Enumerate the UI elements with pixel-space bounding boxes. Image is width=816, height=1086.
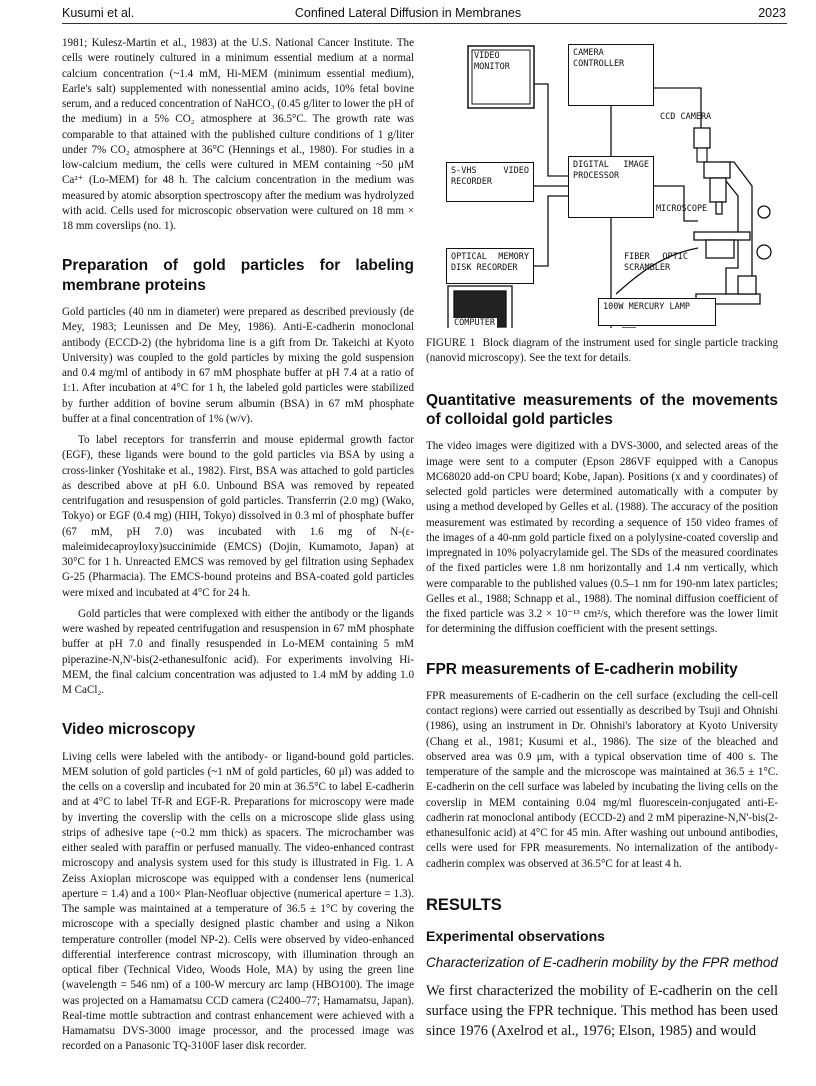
svhs-recorder-box bbox=[446, 162, 534, 202]
gold-paragraph-3: Gold particles that were complexed with either the antibody or the ligands were washed by repeated centrifugation and resuspension in 67 mM phosphate buffer at pH 7.0 and finally resuspended in Lo-MEM containing 5 mM piperazine-N,N'-bis(2-ethanesulfonic acid). For experiments involving Hi-MEM, the final calcium concentration was adjusted to 1.4 mM by adding 1.0 M CaCl₂. bbox=[62, 607, 414, 696]
page-number: 2023 bbox=[758, 6, 786, 20]
methods-intro-paragraph: 1981; Kulesz-Martin et al., 1983) at the U.S. National Cancer Institute. The cells were routinely cultured in a minimum essential medium at a normal calcium concentration (~1.4 mM, Hi-MEM (minimum essential medium), Earle's salt) supplemented with nonessential amino acids, 10% fetal bovine serum, and a reduced concentration of NaHCO₃ (0.45 g/liter to lower the pH of the medium) in a 5% CO₂ atmosphere at 36.5°C. The growth rate was comparable to that attained with the published culture conditions of 1 g/liter under 7% CO₂ atmosphere at 36°C (Hennings et al., 1980). For studies in a low-calcium medium, the cells were cultured in MEM containing ~50 μM Ca²⁺ (Lo-MEM) for 48 h. The calcium concentration in the medium was measured by atomic absorption spectroscopy after the medium was hydrolyzed with acid. Cells used for microscopic observation were cultured on 18 mm × 18 mm coverslips (no. 1). bbox=[62, 37, 414, 232]
ccd-camera-label: CCD CAMERA bbox=[660, 112, 712, 122]
mercury-lamp-box bbox=[598, 298, 716, 326]
figure-1-block-diagram bbox=[426, 36, 778, 328]
figure-1-caption-text: Block diagram of the instrument used for single particle tracking (nanovid microscopy). See the text for details. bbox=[426, 337, 779, 365]
gold-particles-heading: Preparation of gold particles for labeling membrane proteins bbox=[62, 257, 414, 294]
digital-image-processor-box bbox=[568, 156, 654, 218]
mercury-lamp-label: 100W MERCURY LAMP bbox=[603, 302, 690, 312]
optical-disk-recorder-box bbox=[446, 248, 534, 284]
fpr-characterization-heading: Characterization of E-cadherin mobility by the FPR method bbox=[426, 954, 778, 970]
fiber-optic-label: FIBER OPTIC SCRAMBLER bbox=[624, 252, 688, 273]
quantitative-measurements-paragraph: The video images were digitized with a DVS-3000, and selected areas of the image were sent to a computer (Epson 286VF equipped with a Canopus MC68020 add-on CPU board; Kobe, Japan). Positions (x and y coordinates) of selected gold particles were determined automatically with a computer by using a method developed by Gelles et al. (1988). The accuracy of the position measurement was estimated by recording a sequence of 150 video frames of the images of a 40-nm gold particle fixed on a polylysine-coated coverslip and impregnated in 10% polyacrylamide gel. The SDs of the measured coordinates of the fixed particles were 1.8 nm horizontally and 1.4 nm vertically, which were comparable to the published values (0.5–1 nm for 190-nm latex particles; Gelles et al., 1988; Schnapp et al., 1988). The nominal diffusion coefficient of the fixed particle was 3.2 × 10⁻¹³ cm²/s, which therefore was the lower limit for determining the diffusion coefficient with the present settings. bbox=[426, 440, 778, 636]
digital-image-processor-label: DIGITAL IMAGE PROCESSOR bbox=[573, 160, 649, 181]
optical-disk-recorder-label: OPTICAL MEMORY DISK RECORDER bbox=[451, 252, 529, 273]
gold-paragraph-2: To label receptors for transferrin and mouse epidermal growth factor (EGF), these ligands were bound to the gold particles via BSA by using a cross-linker (Yoshitake et al., 1982). First, BSA was attached to gold particles as described above at pH 6.0. Unbound BSA was removed by repeated centrifugation and resuspension of gold particles. Transferrin (2.0 mg) (Wako, Tokyo) or EGF (0.4 mg) (HIH, Tokyo) dissolved in 0.3 ml of phosphate buffer (67 mM, pH 7.0) was incubated with 1.6 mg of N-(ε-maleimidecaproyloxy)succinimide (EMCS) (Dojin, Kumamoto, Japan) at 30°C for 1 h. Unreacted EMCS was removed by gel filtration using Sephadex G-25 (Pharmacia). The EMCS-bound proteins and BSA-coated gold particles were mixed and incubated at 4°C for 24 h. bbox=[62, 434, 414, 599]
video-monitor-label: VIDEO MONITOR bbox=[474, 51, 510, 72]
fpr-measurements-heading: FPR measurements of E-cadherin mobility bbox=[426, 660, 738, 678]
camera-controller-box bbox=[568, 44, 654, 106]
figure-1-caption bbox=[426, 336, 778, 367]
video-microscopy-paragraph: Living cells were labeled with the antibody- or ligand-bound gold particles. MEM solution of gold particles (~1 nM of gold particles, 60 μl) was added to the cells on a coverslip and incubated for 20 min at 36.5°C to label E-cadherin and at 4°C to label Tf-R and EGF-R. Preparations for microscopy were made by inverting the coverslip with the cells on a microscope slide glass using strips of adhesive tape (~0.2 mm thick) as spacers. The microchamber was either sealed with paraffin or perfused manually. The video-enhanced contrast microscopy and analysis system used for this study is illustrated in Fig. 1. A Zeiss Axioplan microscope was equipped with a condenser lens (numerical aperture = 1.4) and a 100× Plan-Neofluar objective (numerical aperture = 1.3). The sample was maintained at a temperature of 36.5 ± 1°C by covering the microscope with a specially designed plastic chamber and using a Nikon temperature controller (model NP-2). Cells were observed by video-enhanced differential interference contrast microscopy, with illumination through an optical fiber (Technical Video, Woods Hole, MA) by using the green line (wavelength = 546 nm) of a 100-W mercury arc lamp (HBO100). The image was projected on a Hamamatsu CCD camera (C2400–77; Hamamatsu, Japan). Real-time mottle subtraction and contrast enhancement were achieved with a Hamamatsu DVS-3000 image processor, and the processed image was recorded on a Panasonic TQ-3100F laser disk recorder. bbox=[62, 750, 414, 1053]
quantitative-measurements-heading: Quantitative measurements of the movements of colloidal gold particles bbox=[426, 391, 778, 428]
computer-label: COMPUTER bbox=[454, 318, 495, 328]
header-rule bbox=[62, 23, 787, 24]
svhs-recorder-label: S-VHS VIDEO RECORDER bbox=[451, 166, 529, 187]
running-head-title: Confined Lateral Diffusion in Membranes bbox=[294, 6, 522, 20]
camera-controller-label: CAMERA CONTROLLER bbox=[573, 48, 625, 69]
results-heading: RESULTS bbox=[426, 895, 502, 914]
gold-paragraph-1: Gold particles (40 nm in diameter) were prepared as described previously (de Mey, 1983; Leunissen and De Mey, 1986). Anti-E-cadherin monoclonal antibody (ECCD-2) (the hybridoma line is a gift from Dr. Takeichi at Kyoto University) was coupled to the gold particles by mixing the gold suspension and 0.4 mg/ml of antibody in 67 mM phosphate buffer at pH 7.4 at a ratio of 1:1. After incubation at 4°C for 1 h, the labeled gold particles were stabilized by further addition of bovine serum albumin (BSA) in 67 mM phosphate buffer at a final concentration of 1% (w/v). bbox=[62, 306, 414, 425]
experimental-observations-heading: Experimental observations bbox=[426, 927, 605, 944]
results-paragraph: We first characterized the mobility of E-cadherin on the cell surface using the FPR technique. This method has been used since 1976 (Axelrod et al., 1976; Elson, 1985) and would bbox=[426, 983, 778, 1039]
fpr-measurements-paragraph: FPR measurements of E-cadherin on the cell surface (excluding the cell-cell contact regions) were carried out essentially as described by Tsuji and Ohnishi (1986), using an instrument in Dr. Ohnishi's laboratory at Kyoto University (Chang et al., 1981; Kusumi et al., 1986). The size of the bleached and observed area was 0.9 μm, with a typical observation time of 400 s. The temperature of the sample and the microscope was maintained at 36.5 ± 1°C. E-cadherin on the cell surface was labeled by incubating the living cells on the coverslip in MEM containing 0.04 mg/ml fluorescein-conjugated anti-E-cadherin rat monoclonal antibody (ECCD-2) and 2 mM piperazine-N,N'-bis(2-ethanesulfonic acid) at 4°C for 45 min. After washing out unbound antibodies, cells were used for FPR measurements. No internalization of the antibody-cadherin complex was observed at 36.5°C for at least 4 h. bbox=[426, 689, 778, 870]
left-column bbox=[62, 36, 414, 1055]
figure-1-caption-label: FIGURE 1 bbox=[426, 337, 476, 349]
running-head-authors: Kusumi et al. bbox=[62, 6, 135, 20]
microscope-label: MICROSCOPE bbox=[656, 204, 708, 214]
video-microscopy-heading: Video microscopy bbox=[62, 721, 196, 739]
right-column bbox=[426, 36, 778, 1041]
video-monitor-box bbox=[470, 48, 532, 106]
